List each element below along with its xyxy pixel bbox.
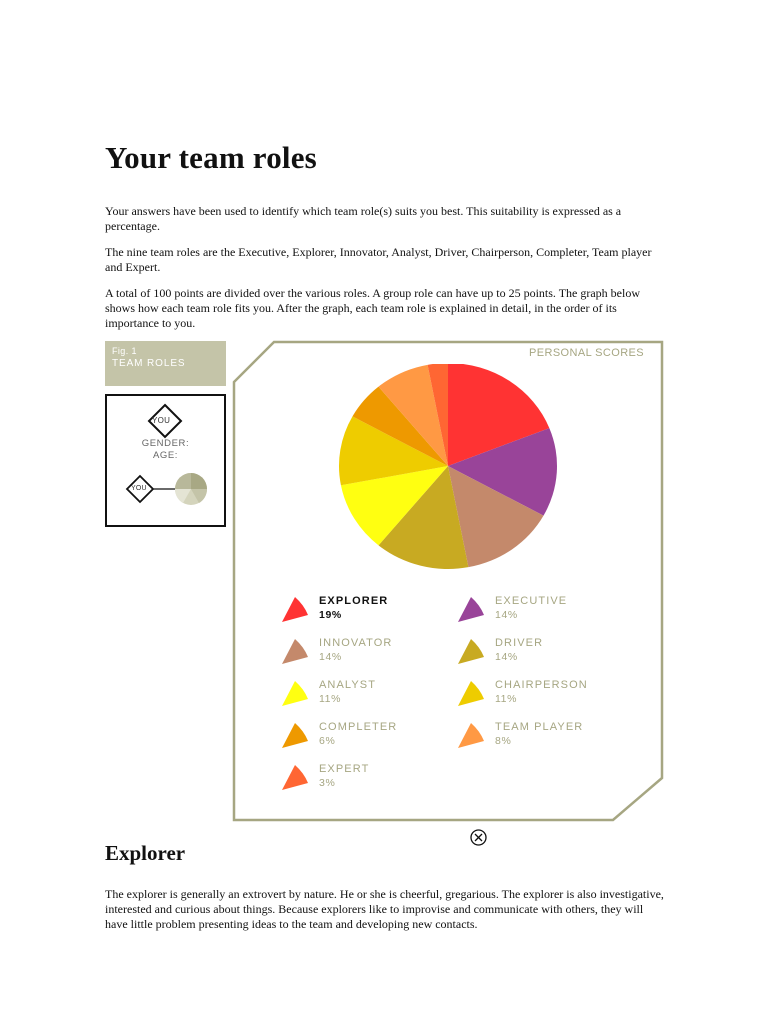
wedge-icon [280,637,312,669]
legend-item-analyst[interactable] [280,679,455,713]
legend-percentage: 3% [319,777,336,789]
legend-item-team-player[interactable] [456,721,631,755]
gender-label: GENDER: [141,438,190,449]
figure-name: TEAM ROLES [112,358,186,369]
wedge-icon [456,595,488,627]
roles-paragraph: The nine team roles are the Executive, Explorer, Innovator, Analyst, Driver, Chairperson, Completer, Team player and Expert. [105,245,652,274]
section-title: Explorer [105,841,186,865]
age-label: AGE: [152,450,179,461]
legend-item-explorer[interactable] [280,595,455,629]
legend-key-box [105,394,226,527]
wedge-icon [280,763,312,795]
legend-item-chairperson[interactable] [456,679,631,713]
wedge-icon [280,595,312,627]
legend-label: CHAIRPERSON [495,679,588,691]
legend-percentage: 14% [495,609,518,621]
mini-pie-icon [175,473,207,505]
wedge-icon [280,721,312,753]
points-paragraph: A total of 100 points are divided over the various roles. A group role can have up to 25 points. The graph below shows how each team role fits you. After the graph, each team role is explained in detail, in the order of its importance to you. [105,286,641,330]
page-title: Your team roles [105,140,317,175]
legend-percentage: 11% [495,693,518,705]
chart-heading: PERSONAL SCORES [529,347,645,359]
legend-label: TEAM PLAYER [495,721,584,733]
legend-percentage: 14% [319,651,342,663]
legend-item-driver[interactable] [456,637,631,671]
legend-item-completer[interactable] [280,721,455,755]
legend-percentage: 19% [319,609,342,621]
wedge-icon [456,637,488,669]
section-text: The explorer is generally an extrovert by nature. He or she is cheerful, gregarious. The explorer is also investigative, interested and curious about things. Because explorers like to improvise and communicate with others, they will have little problem presenting ideas to the team and developing new contacts. [105,887,664,931]
legend-item-executive[interactable] [456,595,631,629]
close-icon[interactable] [469,828,488,847]
legend-label: EXECUTIVE [495,595,568,607]
figure-caption [105,341,226,386]
pie-chart [338,364,558,572]
legend-item-expert[interactable] [280,763,455,797]
wedge-icon [280,679,312,711]
you-label: YOU [152,416,171,425]
legend-label: COMPLETER [319,721,398,733]
legend-label: EXPLORER [319,595,389,607]
legend-label: DRIVER [495,637,544,649]
intro-paragraph: Your answers have been used to identify which team role(s) suits you best. This suitability is expressed as a percentage. [105,204,622,233]
legend-percentage: 14% [495,651,518,663]
legend-percentage: 8% [495,735,512,747]
legend-label: EXPERT [319,763,370,775]
wedge-icon [456,679,488,711]
figure-number: Fig. 1 [112,346,137,356]
you-label-small: YOU [131,485,147,492]
wedge-icon [456,721,488,753]
legend-item-innovator[interactable] [280,637,455,671]
legend-percentage: 11% [319,693,342,705]
legend-label: INNOVATOR [319,637,393,649]
legend-label: ANALYST [319,679,377,691]
legend-percentage: 6% [319,735,336,747]
